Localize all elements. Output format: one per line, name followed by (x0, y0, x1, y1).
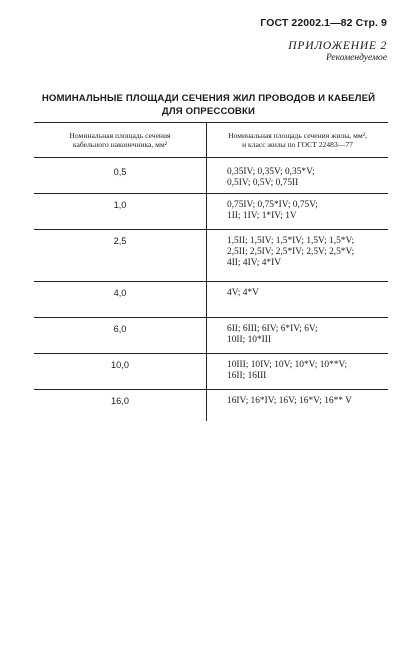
column-header-lug-area: Номинальная площадь сечения кабельного наконечника, мм² (34, 123, 207, 158)
conductor-area-cell: 4V; 4*V (207, 282, 389, 318)
column-header-conductor-area: Номинальная площадь сечения жилы, мм², и класс жилы по ГОСТ 22483—77 (207, 123, 389, 158)
table-row (34, 318, 388, 354)
table-row (34, 282, 388, 318)
conductor-area-cell: 10III; 10IV; 10V; 10*V; 10**V; 16II; 16III (207, 354, 389, 390)
page-header: ГОСТ 22002.1—82 Стр. 9 (260, 17, 387, 29)
appendix-subtitle: Рекомендуемое (325, 53, 387, 63)
conductor-area-cell: 0,35IV; 0,35V; 0,35*V; 0,5IV; 0,5V; 0,75II (207, 158, 389, 194)
table-row (34, 230, 388, 282)
table-header-row (34, 123, 388, 158)
document-title (28, 92, 389, 118)
lug-area-cell: 2,5 (34, 230, 207, 282)
conductor-area-cell: 6II; 6III; 6IV; 6*IV; 6V; 10II; 10*III (207, 318, 389, 354)
lug-area-cell: 16,0 (34, 390, 207, 422)
table-row (34, 390, 388, 422)
lug-area-cell: 4,0 (34, 282, 207, 318)
lug-area-cell: 0,5 (34, 158, 207, 194)
table-row (34, 158, 388, 194)
cross-section-table (34, 122, 388, 421)
appendix-title: ПРИЛОЖЕНИЕ 2 (288, 40, 387, 52)
conductor-area-cell: 0,75IV; 0,75*IV; 0,75V; 1II; 1IV; 1*IV; 1V (207, 194, 389, 230)
conductor-area-cell: 1,5II; 1,5IV; 1,5*IV; 1,5V; 1,5*V; 2,5II; 2,5IV; 2,5*IV; 2,5V; 2,5*V; 4II; 4IV; 4*IV (207, 230, 389, 282)
lug-area-cell: 10,0 (34, 354, 207, 390)
document-title-line: НОМИНАЛЬНЫЕ ПЛОЩАДИ СЕЧЕНИЯ ЖИЛ ПРОВОДОВ И КАБЕЛЕЙ (41, 93, 376, 104)
table-row (34, 354, 388, 390)
conductor-area-cell: 16IV; 16*IV; 16V; 16*V; 16** V (227, 396, 352, 406)
document-title-line: ДЛЯ ОПРЕССОВКИ (161, 106, 256, 117)
appendix-label (288, 40, 387, 63)
lug-area-cell: 6,0 (34, 318, 207, 354)
lug-area-cell: 1,0 (34, 194, 207, 230)
table-row (34, 194, 388, 230)
